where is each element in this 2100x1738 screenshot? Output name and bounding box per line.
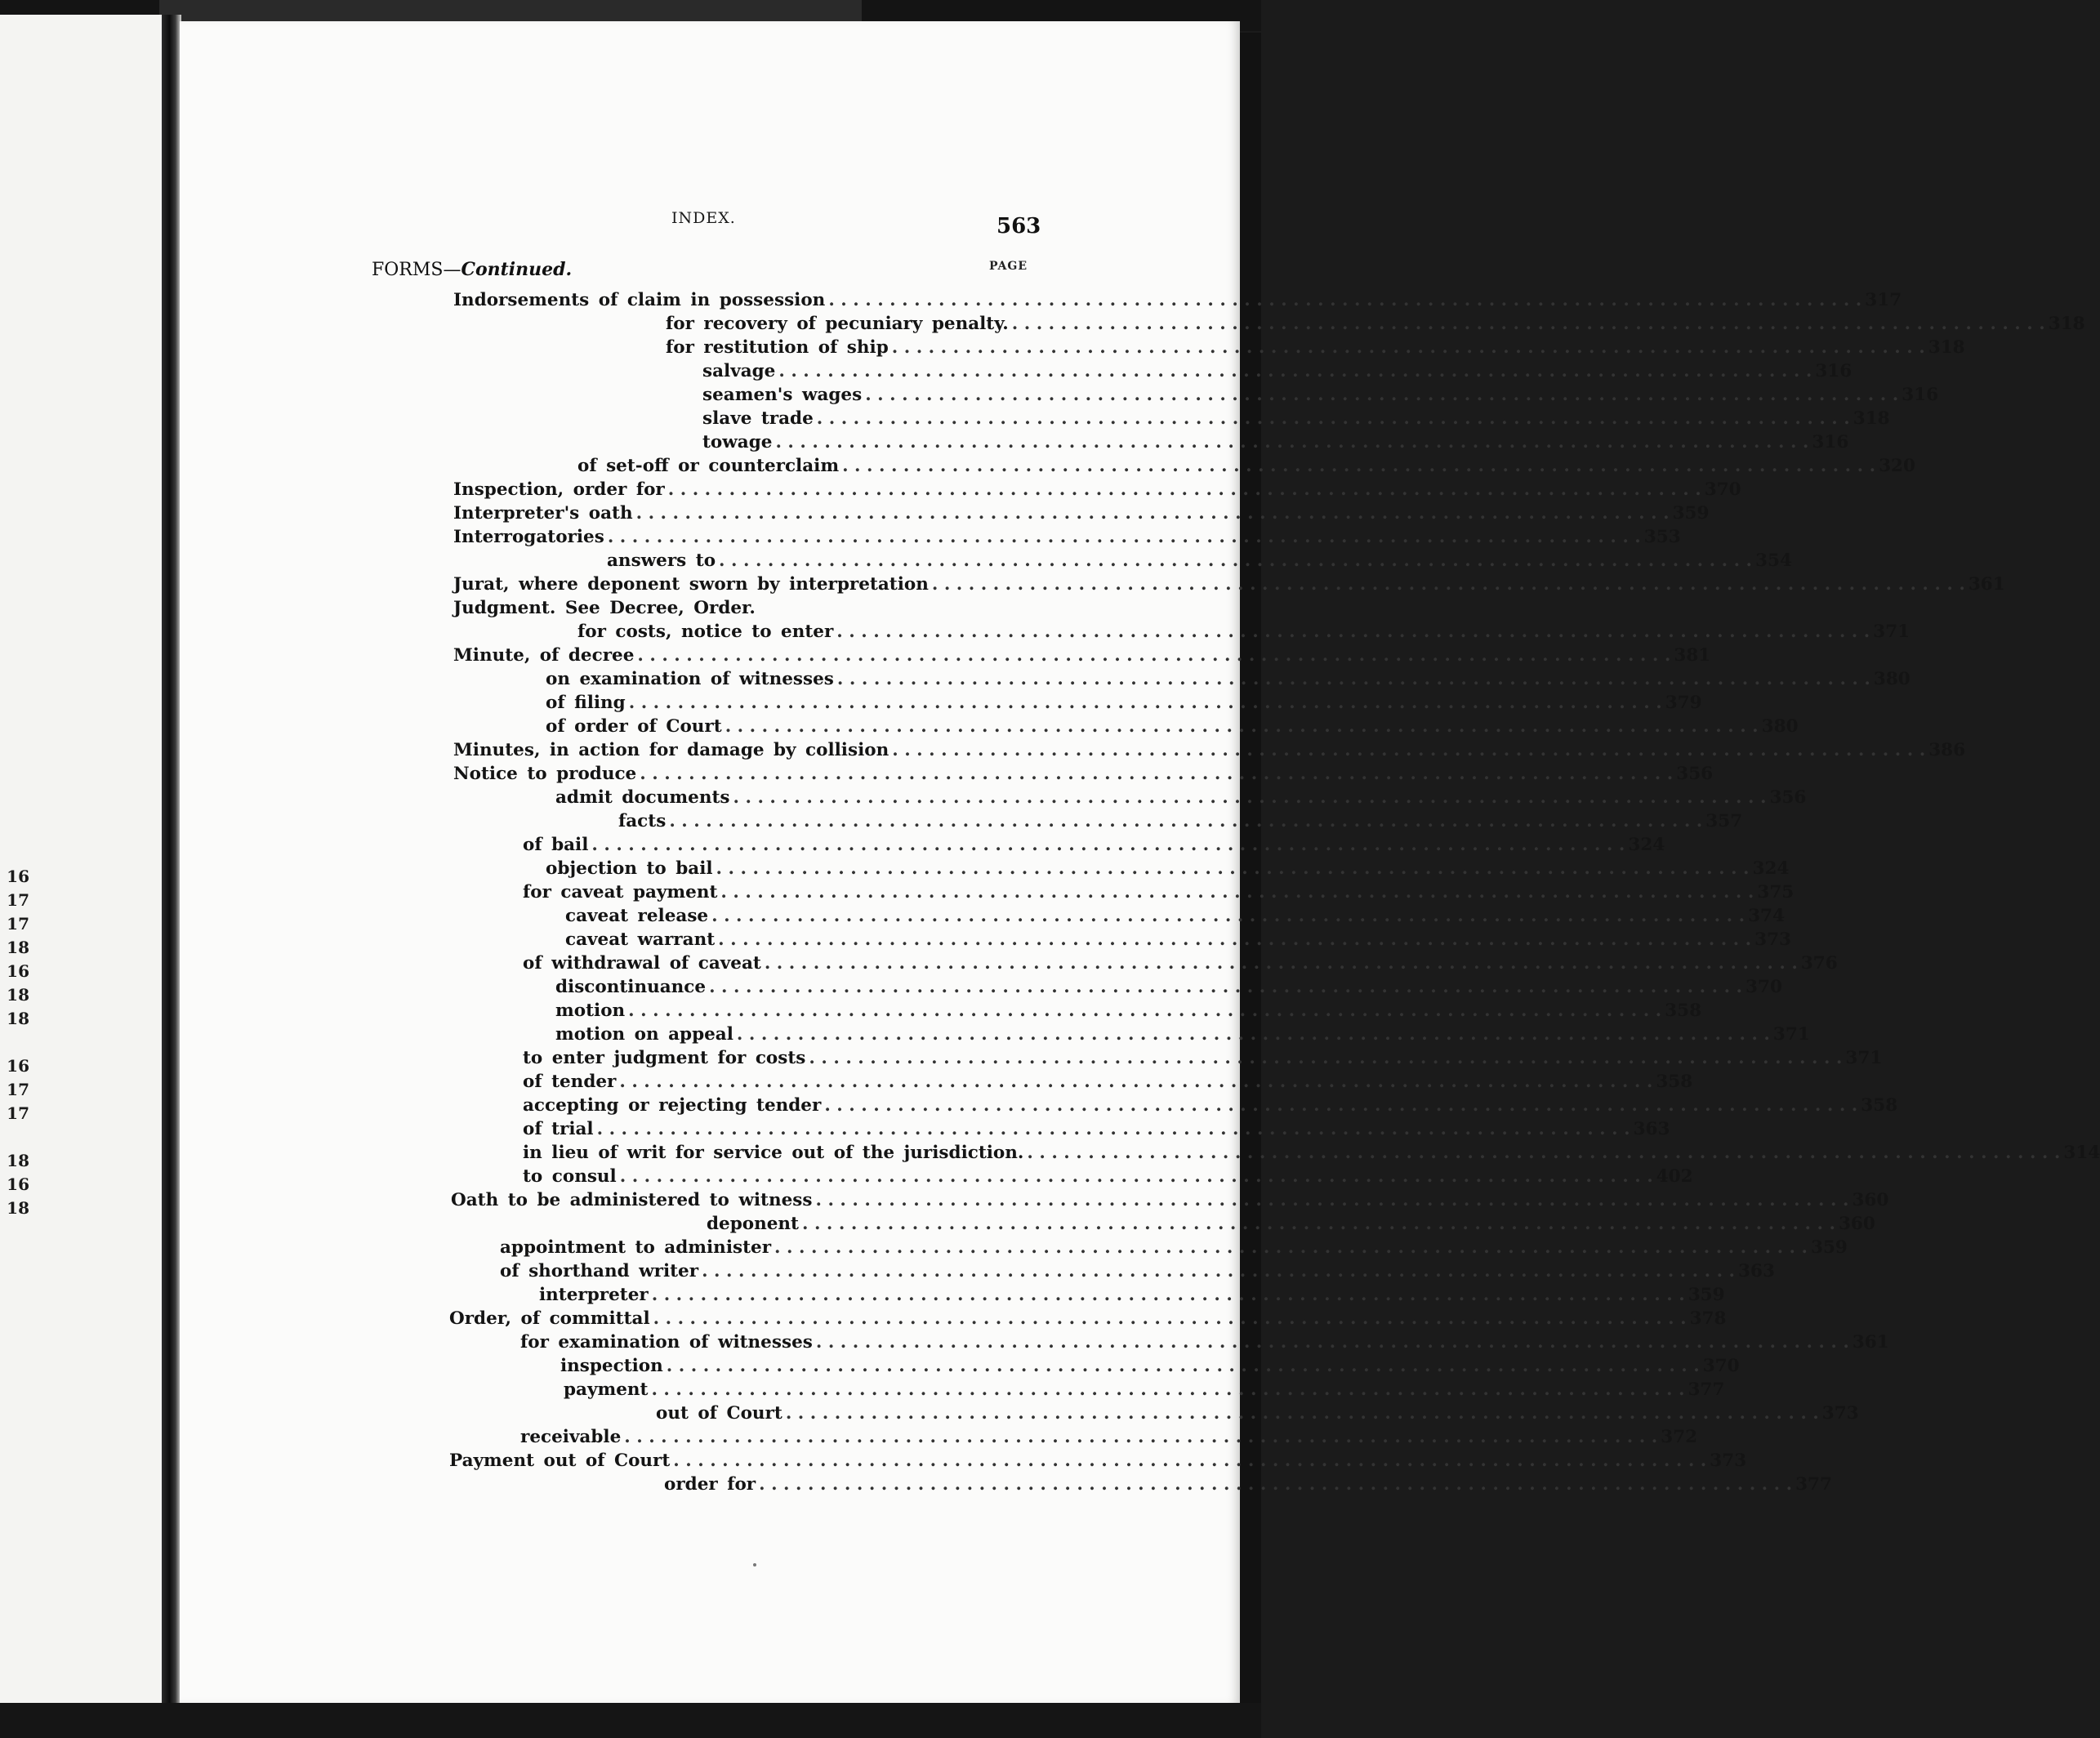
dot-leader [775,359,1815,383]
paper-speck [753,1563,756,1566]
index-entry-page: 356 [1769,787,1807,808]
index-entry-label: Minute, of decree [453,645,635,666]
dot-leader [771,1236,1811,1259]
index-entry-label: accepting or rejecting tender [523,1095,822,1116]
index-entry [546,691,1702,715]
index-entry [546,715,1799,738]
dot-leader [625,999,1665,1023]
index-entry [453,762,1714,786]
left-page-number-fragment [0,1031,29,1054]
index-entry-page: 386 [1928,740,1966,760]
index-entry [546,857,1790,880]
index-entry [449,1449,1747,1473]
index-entry-label: slave trade [702,408,814,429]
index-entry [707,1212,1875,1236]
index-entry-page: 360 [1838,1214,1875,1234]
index-entry-label: Indorsements of claim in possession [453,290,826,310]
index-entry [539,1283,1725,1307]
index-entry-label: for costs, notice to enter [577,622,834,642]
dot-leader [821,1094,1861,1117]
index-entry-page: 372 [1661,1427,1698,1447]
index-entry [555,1023,1810,1046]
index-entry-page: 373 [1821,1403,1859,1424]
index-entry-label: towage [702,432,773,452]
dot-leader [839,454,1879,478]
index-entry-label: appointment to administer [500,1237,772,1258]
index-entry [453,738,1966,762]
index-entry [453,478,1741,501]
dot-leader [604,525,1644,549]
index-entry-label: Inspection, order for [453,479,665,500]
index-entry-label: motion on appeal [555,1024,733,1045]
index-entry-label: in lieu of writ for service out of the jurisdiction. [523,1143,1024,1163]
index-entry-label: salvage [702,361,776,381]
index-entry [564,1378,1725,1402]
index-entry-label: order for [664,1474,756,1495]
left-page-number-fragment: 16 [7,867,29,886]
index-entry-label: out of Court [656,1403,782,1424]
index-entry-page: 379 [1665,693,1702,713]
running-title: INDEX. [671,209,736,227]
left-page-number-fragment: 16 [7,1174,29,1194]
index-entry-label: admit documents [555,787,730,808]
index-entry-label: caveat warrant [565,929,716,950]
dot-leader [708,904,1748,928]
index-entry [451,1188,1889,1212]
index-entry-page: 318 [1928,337,1965,358]
dot-leader [698,1259,1738,1283]
dot-leader [1009,312,2049,336]
section-heading-continued: Continued. [461,259,573,280]
index-entry-page: 371 [1772,1024,1810,1045]
dot-leader [633,501,1673,525]
dot-leader [713,857,1753,880]
index-entry [453,288,1902,312]
index-entry-label: of order of Court [546,716,722,737]
index-entry [523,951,1838,975]
index-entry [523,880,1795,904]
index-entry [702,407,1890,430]
index-entry-label: Minutes, in action for damage by collision [453,740,889,760]
index-entry [565,904,1785,928]
index-entry [453,525,1681,549]
index-entry-label: of filing [546,693,626,713]
dot-leader [782,1402,1822,1425]
dot-leader [634,644,1674,667]
index-entry-page: 360 [1852,1190,1889,1210]
index-entry-page: 370 [1702,1356,1740,1376]
book-spine-shadow [162,15,181,1704]
index-entry-label: inspection [560,1356,663,1376]
index-entry-page: 358 [1656,1072,1693,1092]
index-entry-page: 371 [1845,1048,1883,1068]
index-entry-label: of tender [523,1072,617,1092]
index-entry-label: of withdrawal of caveat [523,953,761,974]
index-entry-page: 370 [1704,479,1741,500]
index-entry [702,359,1853,383]
dot-leader [733,1023,1773,1046]
section-heading [372,259,572,280]
index-entry [555,999,1702,1023]
index-entry-page: 361 [1968,574,2005,595]
index-entry-label: to enter judgment for costs [523,1048,806,1068]
index-entry [666,336,1965,359]
left-page-number-fragment: 17 [7,890,29,910]
dot-leader [588,833,1628,857]
index-entry-label: answers to [607,550,716,571]
index-entry-label: Interrogatories [453,527,604,547]
dot-leader [833,620,1873,644]
page-number: 563 [996,214,1041,238]
dot-leader [650,1307,1690,1330]
index-entry-label: seamen's wages [702,385,863,405]
dot-leader [636,762,1676,786]
dot-leader [772,430,1812,454]
dot-leader [812,1188,1852,1212]
left-page-number-fragment: 18 [7,1198,29,1218]
index-entry-page: 314 [2063,1143,2100,1163]
index-entry-page: 402 [1656,1166,1693,1187]
index-entry [577,620,1911,644]
index-entry-label: to consul [523,1166,617,1187]
index-entry [520,1425,1698,1449]
index-entry [523,1070,1693,1094]
index-entry-page: 371 [1873,622,1911,642]
index-entry [577,454,1915,478]
index-entry-label: motion [555,1000,626,1021]
dot-leader [617,1165,1656,1188]
index-entry-label: for examination of witnesses [520,1332,813,1353]
index-entry-page: 375 [1757,882,1795,902]
index-entry-page: 361 [1852,1332,1889,1353]
index-entry [523,1094,1898,1117]
index-entry-label: on examination of witnesses [546,669,834,689]
index-entry [546,667,1911,691]
index-entry-page: 357 [1705,811,1743,831]
left-page-number-fragment: 17 [7,1103,29,1123]
index-entry [523,833,1665,857]
index-entry [607,549,1792,573]
index-entry-page: 316 [1812,432,1849,452]
index-entry [555,975,1782,999]
index-entry-page: 376 [1800,953,1838,974]
left-page-number-fragment: 18 [7,985,29,1005]
index-entry [656,1402,1859,1425]
index-entry-label: Interpreter's oath [453,503,633,524]
left-page-number-fragment: 18 [7,938,29,957]
index-entry-label: Judgment. See Decree, Order. [453,598,756,618]
index-entry-page: 363 [1738,1261,1775,1281]
dot-leader [805,1046,1845,1070]
index-entry-label: facts [618,811,667,831]
index-entry-page: 373 [1754,929,1792,950]
dot-leader [706,975,1746,999]
index-entry-label: for restitution of ship [666,337,889,358]
dot-leader [929,573,1968,596]
index-entry [523,1117,1670,1141]
index-entry-page: 359 [1688,1285,1725,1305]
index-entry [560,1354,1740,1378]
dot-leader [616,1070,1656,1094]
section-heading-text: FORMS— [372,260,461,280]
dot-leader [649,1283,1688,1307]
index-entry-page: 380 [1761,716,1799,737]
index-entry-page: 317 [1865,290,1902,310]
dot-leader [666,809,1705,833]
index-entry-page: 377 [1795,1474,1832,1495]
index-entry-page: 374 [1748,906,1785,926]
index-entry-page: 320 [1879,456,1915,476]
index-entry [453,573,2005,596]
left-page-number-fragment: 17 [7,1080,29,1099]
dot-leader [663,1354,1703,1378]
dot-leader [889,336,1928,359]
dot-leader [834,667,1874,691]
index-entry-label: payment [564,1379,649,1400]
index-entry-label: Notice to produce [453,764,637,784]
index-entry [453,596,1036,620]
index-entry [565,928,1792,951]
index-entry-page: 363 [1633,1119,1670,1139]
index-entry-page: 358 [1665,1000,1702,1021]
dot-leader [665,478,1705,501]
dot-leader [825,288,1865,312]
index-entry-page: 324 [1752,858,1790,879]
index-entry [523,1141,2100,1165]
index-entry-page: 380 [1873,669,1911,689]
index-entry-label: Payment out of Court [449,1451,671,1471]
index-entry [666,312,2085,336]
dot-leader [626,691,1665,715]
dot-leader [1023,1141,2063,1165]
index-entry-page: 378 [1689,1308,1727,1329]
dot-leader [761,951,1801,975]
index-entry-label: Oath to be administered to witness [451,1190,813,1210]
index-entry-label: interpreter [539,1285,649,1305]
index-entry-page: 316 [1815,361,1853,381]
index-entry-label: Jurat, where deponent sworn by interpretation [453,574,929,595]
dot-leader [862,383,1902,407]
left-page-number-fragment: 16 [7,961,29,981]
index-entry [664,1473,1832,1496]
dot-leader [889,738,1928,762]
index-entry-page: 316 [1902,385,1939,405]
dot-leader [717,880,1757,904]
index-entry [500,1259,1775,1283]
index-entry [449,1307,1727,1330]
left-page-number-fragment: 17 [7,914,29,934]
index-entry-page: 373 [1710,1451,1747,1471]
left-page [0,15,167,1704]
dot-leader [813,1330,1853,1354]
left-page-number-fragment: 18 [7,1009,29,1028]
index-entry [618,809,1743,833]
index-entry-label: of trial [523,1119,594,1139]
index-entry [523,1046,1883,1070]
index-entry-label: for caveat payment [523,882,718,902]
index-entry [523,1165,1693,1188]
left-page-number-fragment [0,1125,29,1149]
left-page-number-fragment: 18 [7,1151,29,1170]
index-entry [453,644,1711,667]
index-entry-label: objection to bail [546,858,713,879]
dot-leader [621,1425,1661,1449]
page-column-label: PAGE [989,260,1028,273]
index-entry-label: for recovery of pecuniary penalty. [666,314,1009,334]
index-entry-page: 359 [1672,503,1710,524]
dot-leader [648,1378,1688,1402]
index-entry-page: 324 [1628,835,1665,855]
dot-leader [716,549,1755,573]
index-entry-label: receivable [520,1427,622,1447]
scan-bottom-border [0,1703,1261,1738]
index-entry-label: Order, of committal [449,1308,650,1329]
index-entry-page: 359 [1811,1237,1848,1258]
index-entry-label: of bail [523,835,589,855]
index-entry-label: of shorthand writer [500,1261,699,1281]
index-entry-page: 370 [1746,977,1782,997]
index-entry [500,1236,1848,1259]
index-entry-label: caveat release [565,906,709,926]
index-entry-label: of set-off or counterclaim [577,456,840,476]
index-entry-page: 353 [1643,527,1681,547]
dot-leader [722,715,1762,738]
index-entry-page: 356 [1676,764,1714,784]
dot-leader [756,1473,1795,1496]
dot-leader [730,786,1770,809]
index-entry [555,786,1807,809]
index-entry [702,430,1849,454]
index-entry-page: 377 [1688,1379,1725,1400]
index-entry-label: deponent [707,1214,799,1234]
index-entry-page: 381 [1674,645,1711,666]
index-entry [520,1330,1889,1354]
left-page-cropped-numbers [0,865,29,1220]
dot-leader [594,1117,1634,1141]
dot-leader [814,407,1853,430]
index-entry [702,383,1939,407]
left-page-number-fragment: 16 [7,1056,29,1076]
dot-leader [715,928,1754,951]
dot-leader [670,1449,1710,1473]
index-entry-page: 318 [1853,408,1890,429]
index-entry-page: 318 [2048,314,2085,334]
dot-leader [799,1212,1839,1236]
index-entry-page: 354 [1755,550,1792,571]
index-entry [453,501,1710,525]
index-entry-page: 358 [1861,1095,1898,1116]
index-entry-label: discontinuance [555,977,707,997]
